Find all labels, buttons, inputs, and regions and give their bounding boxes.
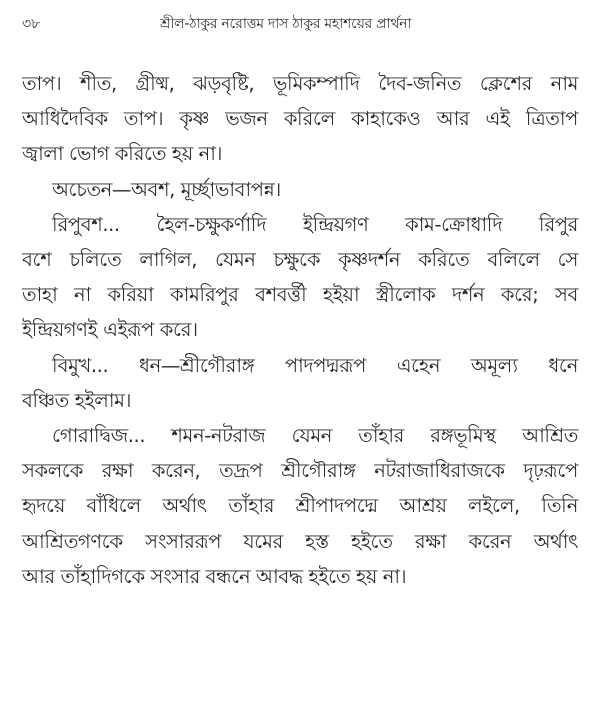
paragraph-achetan xyxy=(22,172,578,207)
paragraph-bimukh xyxy=(22,348,578,418)
text-line: আর তাঁহাদিগকে সংসার বন্ধনে আবদ্ধ হইতে হয় না। xyxy=(22,564,407,588)
text-line: তাহা না করিয়া কামরিপুর বশবর্ত্তী হইয়া স্ত্রীলোক দর্শন করে; সব xyxy=(22,283,578,307)
text-line: বঞ্চিত হইলাম। xyxy=(22,388,132,412)
text-line: ইন্দ্রিয়গণই এইরূপ করে। xyxy=(22,318,198,342)
running-title: শ্রীল-ঠাকুর নরোত্তম দাস ঠাকুর মহাশয়ের প্রার্থনা xyxy=(160,16,412,32)
text-line: জ্বালা ভোগ করিতে হয় না। xyxy=(22,142,223,166)
text-line: গোরাদ্বিজ... শমন-নটরাজ যেমন তাঁহার রঙ্গভূমিস্থ আশ্রিত xyxy=(52,424,578,448)
text-line: আধিদৈবিক তাপ। কৃষ্ণ ভজন করিলে কাহাকেও আর এই ত্রিতাপ xyxy=(22,107,578,131)
paragraph-ripubash xyxy=(22,207,578,348)
text-line: অচেতন—অবশ, মূর্চ্ছাভাবাপন্ন। xyxy=(52,177,281,201)
text-line: রিপুবশ... হৈল-চক্ষুকর্ণাদি ইন্দ্রিয়গণ কাম-ক্রোধাদি রিপুর xyxy=(52,212,578,236)
text-line: তাপ। শীত, গ্রীষ্ম, ঝড়বৃষ্টি, ভূমিকম্পাদি দৈব-জনিত ক্লেশের নাম xyxy=(22,72,578,95)
paragraph-goradwij xyxy=(22,418,578,594)
page-header xyxy=(0,10,600,34)
text-line: হৃদয়ে বাঁধিলে অর্থাৎ তাঁহার শ্রীপাদপদ্মে আশ্রয় লইলে, তিনি xyxy=(22,494,578,518)
body-text xyxy=(22,66,578,594)
page-number: ৩৮ xyxy=(22,16,41,32)
text-line: সকলকে রক্ষা করেন, তদ্রূপ শ্রীগৌরাঙ্গ নটরাজাধিরাজকে দৃঢ়রূপে xyxy=(22,459,578,483)
paragraph-tapa xyxy=(22,66,578,172)
text-line: আশ্রিতগণকে সংসাররূপ যমের হস্ত হইতে রক্ষা করেন অর্থাৎ xyxy=(22,529,578,553)
text-line: বশে চলিতে লাগিল, যেমন চক্ষুকে কৃষ্ণদর্শন করিতে বলিলে সে xyxy=(22,248,578,272)
text-line: বিমুখ... ধন—শ্রীগৌরাঙ্গ পাদপদ্মরূপ এহেন অমূল্য ধনে xyxy=(52,353,578,377)
